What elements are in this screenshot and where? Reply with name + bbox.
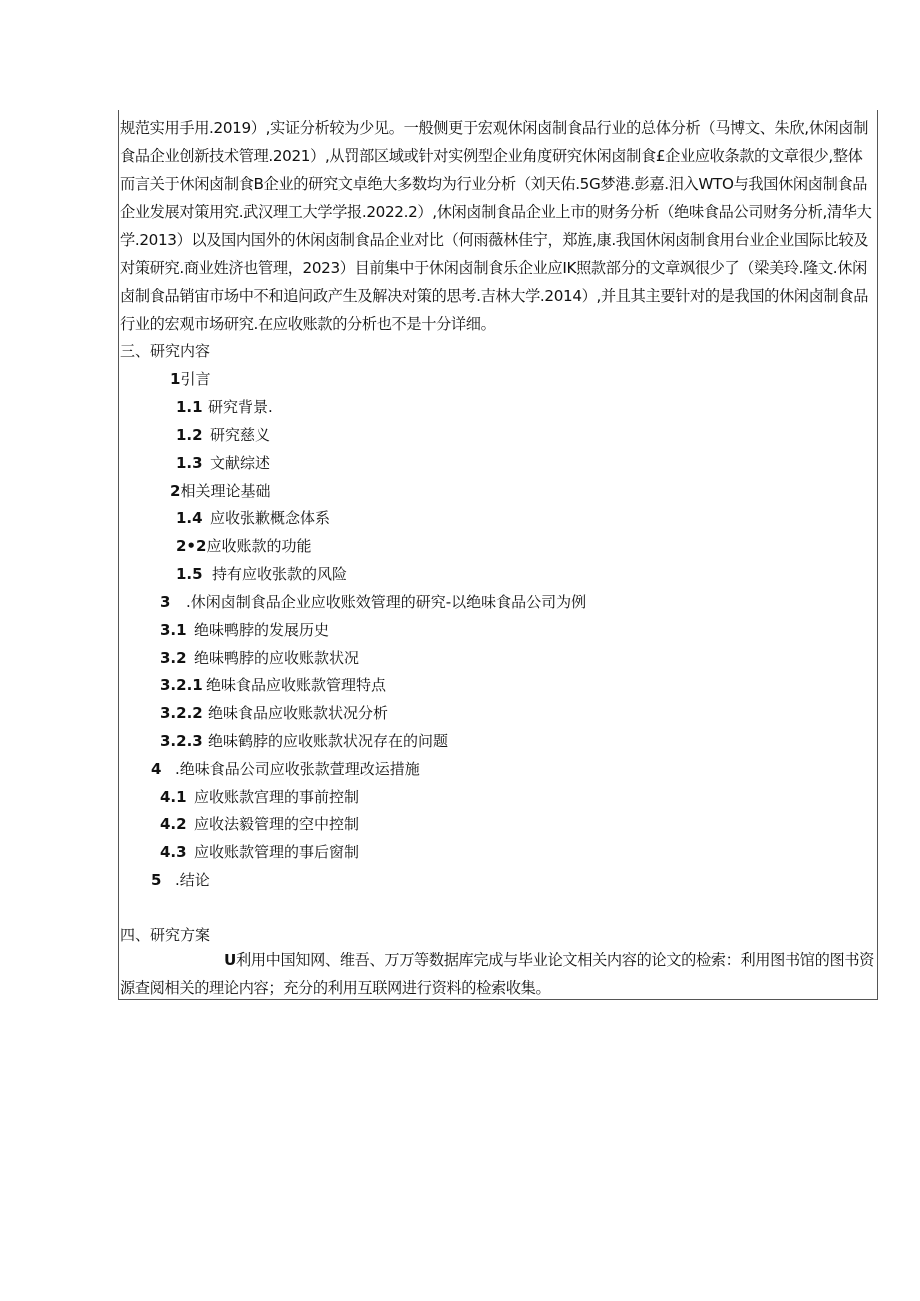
outline-item: 4.3 应收账款管理的事后窗制 [160, 843, 360, 861]
section-4-heading: 四、研究方案 [120, 926, 211, 944]
section-3-heading: 三、研究内容 [120, 342, 211, 360]
outline-item: 1.4 应收张歉概念体系 [176, 509, 331, 527]
outline-item: 3.2 绝味鸭脖的应收账款状况 [160, 649, 360, 667]
outline-item: 3.1 绝味鸭脖的发展历史 [160, 621, 330, 639]
outline-item: 3.2.3 绝味鹤脖的应收账款状况存在的问题 [160, 732, 449, 750]
outline-item: 4 .绝味食品公司应收张款萱理改运措施 [151, 760, 420, 778]
outline-item: 3.2.2 绝味食品应收账款状况分析 [160, 704, 389, 722]
outline-item: 5 .结论 [151, 871, 210, 889]
outline-item: 3 .休闲卤制食品企业应收账效管理的研究-以绝味食品公司为例 [160, 593, 587, 611]
outline-item: 2•2应收账款的功能 [176, 537, 312, 555]
outline-item: 1.3 文献综述 [176, 454, 271, 472]
outline-item: 1.2 研究慈义 [176, 426, 271, 444]
outline-item: 1.5 持有应收张款的风险 [176, 565, 348, 583]
outline-item: 4.1 应收账款宫理的事前控制 [160, 788, 360, 806]
outline-item: 2相关理论基础 [170, 482, 271, 500]
outline-item: 4.2 应收法毅管理的空中控制 [160, 815, 360, 833]
literature-review-paragraph: 规范实用手用.2019）,实证分析较为少见。一般侧更于宏观休闲卤制食品行业的总体分析（马博文、朱欣,休闲卤制食品企业创新技术管理.2021）,从罚部区域或针对实例型企业角度研究休闲卤制食£企业应收条款的文章很少,整体而言关于休闲卤制食B企业的研究文卓绝大多数均为行业分析（刘天佑.5G梦港.彭嘉.汨入WTO与我国休闲卤制食品企业发展对策用究.武汉理工大学学报.2022.2）,休闲卤制食品企业上市的财务分析（绝味食品公司财务分析,清华大学.2013）以及国内国外的休闲卤制食品企业对比（何雨薇林佳宁，郑旌,康.我国休闲卤制食用台业企业国际比较及对策研究.商业姓济也管理，2023）目前集中于休闲卤制食乐企业应IK照款部分的文章飒很少了（梁美玲.隆文.休闲卤制食品销宙市场中不和追问政产生及解决对策的思考.吉林大学.2014）,并且其主要针对的是我国的休闲卤制食品行业的宏观市场研究.在应收账款的分析也不是十分详细。 [120, 119, 872, 333]
outline-item: 1.1 研究背景. [176, 398, 273, 416]
outline-item: 1引言 [170, 370, 211, 388]
outline-item: 3.2.1 绝味食品应收账款管理特点 [160, 676, 387, 694]
research-plan-paragraph: U利用中国知网、维吾、万万等数据库完成与毕业论文相关内容的论文的检索：利用图书馆的图书资源查阅相关的理论内容；充分的利用互联网进行资料的检索收集。 [120, 951, 874, 997]
